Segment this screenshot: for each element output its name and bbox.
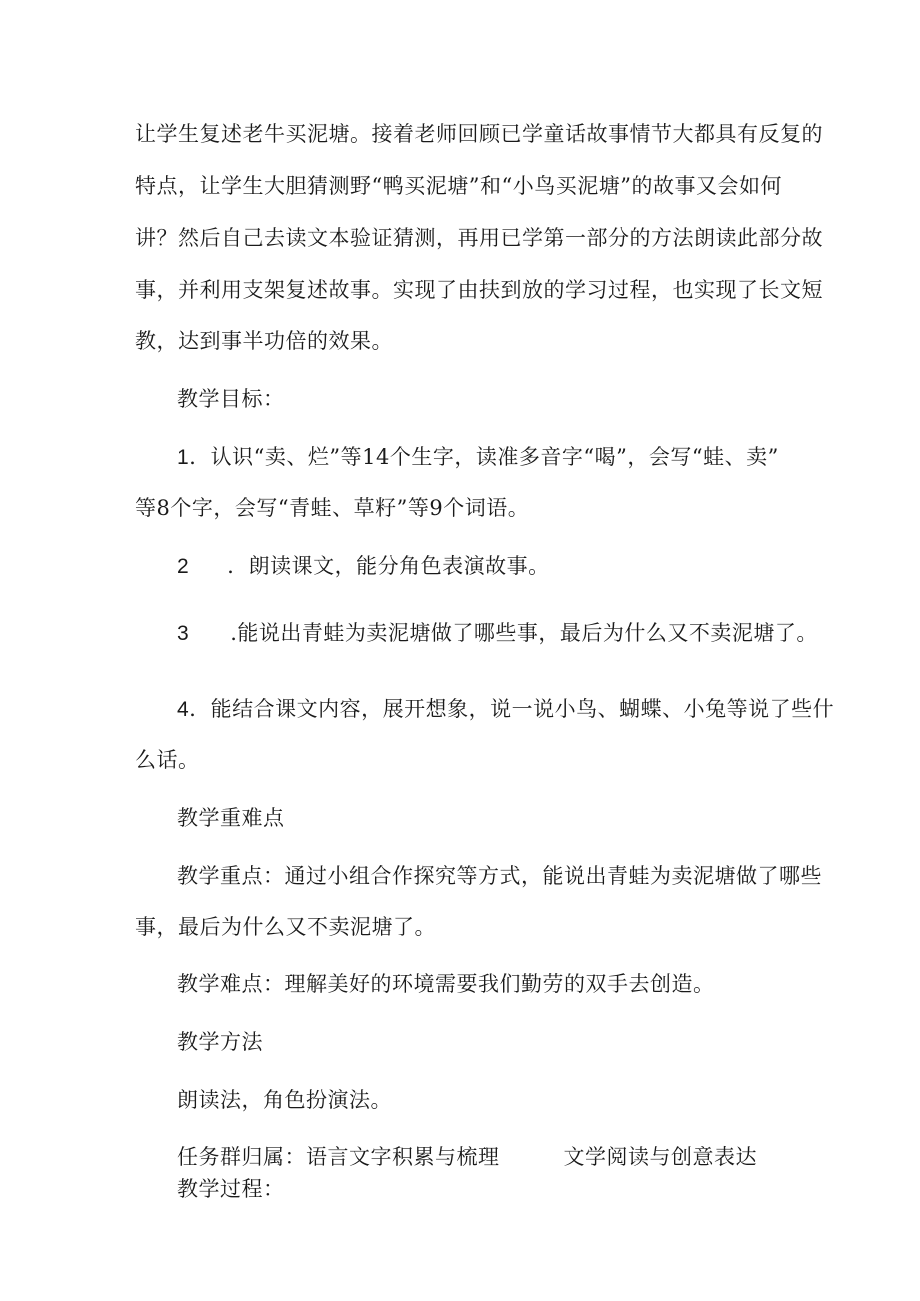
task-group-line — [177, 1143, 757, 1171]
objective-text: ．能结合课文内容，展开想象，说一说小鸟、蝴蝶、小兔等说了些什 — [189, 697, 835, 721]
task-group-label: 任务群归属：语言文字积累与梳理 — [177, 1145, 500, 1169]
methods-text: 朗读法，角色扮演法。 — [177, 1088, 392, 1112]
objective-text: ．朗读课文，能分角色表演故事。 — [227, 554, 550, 578]
methods-heading: 教学方法 — [177, 1030, 263, 1054]
intro-line-3: 讲？然后自己去读文本验证猜测，再用已学第一部分的方法朗读此部分故 — [135, 226, 823, 250]
teaching-focus-line-1: 教学重点：通过小组合作探究等方式，能说出青蛙为卖泥塘做了哪些 — [177, 864, 822, 888]
objective-item-1 — [177, 443, 779, 472]
objective-number: 2 — [177, 555, 190, 578]
key-points-heading: 教学重难点 — [177, 806, 285, 830]
process-heading: 教学过程： — [177, 1177, 285, 1201]
intro-line-5: 教，达到事半功倍的效果。 — [135, 329, 393, 353]
teaching-difficulty: 教学难点：理解美好的环境需要我们勤劳的双手去创造。 — [177, 972, 715, 996]
objective-number: 1 — [177, 446, 190, 469]
objective-text: ．认识“卖、烂”等14个生字，读准多音字“喝”，会写“蛙、卖” — [189, 445, 779, 469]
intro-line-2: 特点，让学生大胆猜测野“鸭买泥塘”和“小鸟买泥塘”的故事又会如何 — [135, 174, 782, 198]
teaching-focus-line-2: 事，最后为什么又不卖泥塘了。 — [135, 915, 436, 939]
objectives-heading: 教学目标： — [177, 387, 285, 411]
objective-item-4-continued: 么话。 — [135, 748, 200, 772]
objective-number: 3 — [177, 622, 190, 645]
objective-number: 4 — [177, 698, 190, 721]
objective-text: .能说出青蛙为卖泥塘做了哪些事，最后为什么又不卖泥塘了。 — [230, 621, 818, 645]
intro-line-4: 事，并利用支架复述故事。实现了由扶到放的学习过程，也实现了长文短 — [135, 278, 823, 302]
task-group-second: 文学阅读与创意表达 — [563, 1145, 757, 1169]
objective-item-4 — [177, 695, 834, 724]
objective-item-1-continued: 等8个字，会写“青蛙、草籽”等9个词语。 — [135, 496, 530, 520]
objective-item-2 — [177, 552, 550, 581]
objective-item-3 — [177, 619, 818, 648]
intro-line-1: 让学生复述老牛买泥塘。接着老师回顾已学童话故事情节大都具有反复的 — [135, 122, 823, 146]
